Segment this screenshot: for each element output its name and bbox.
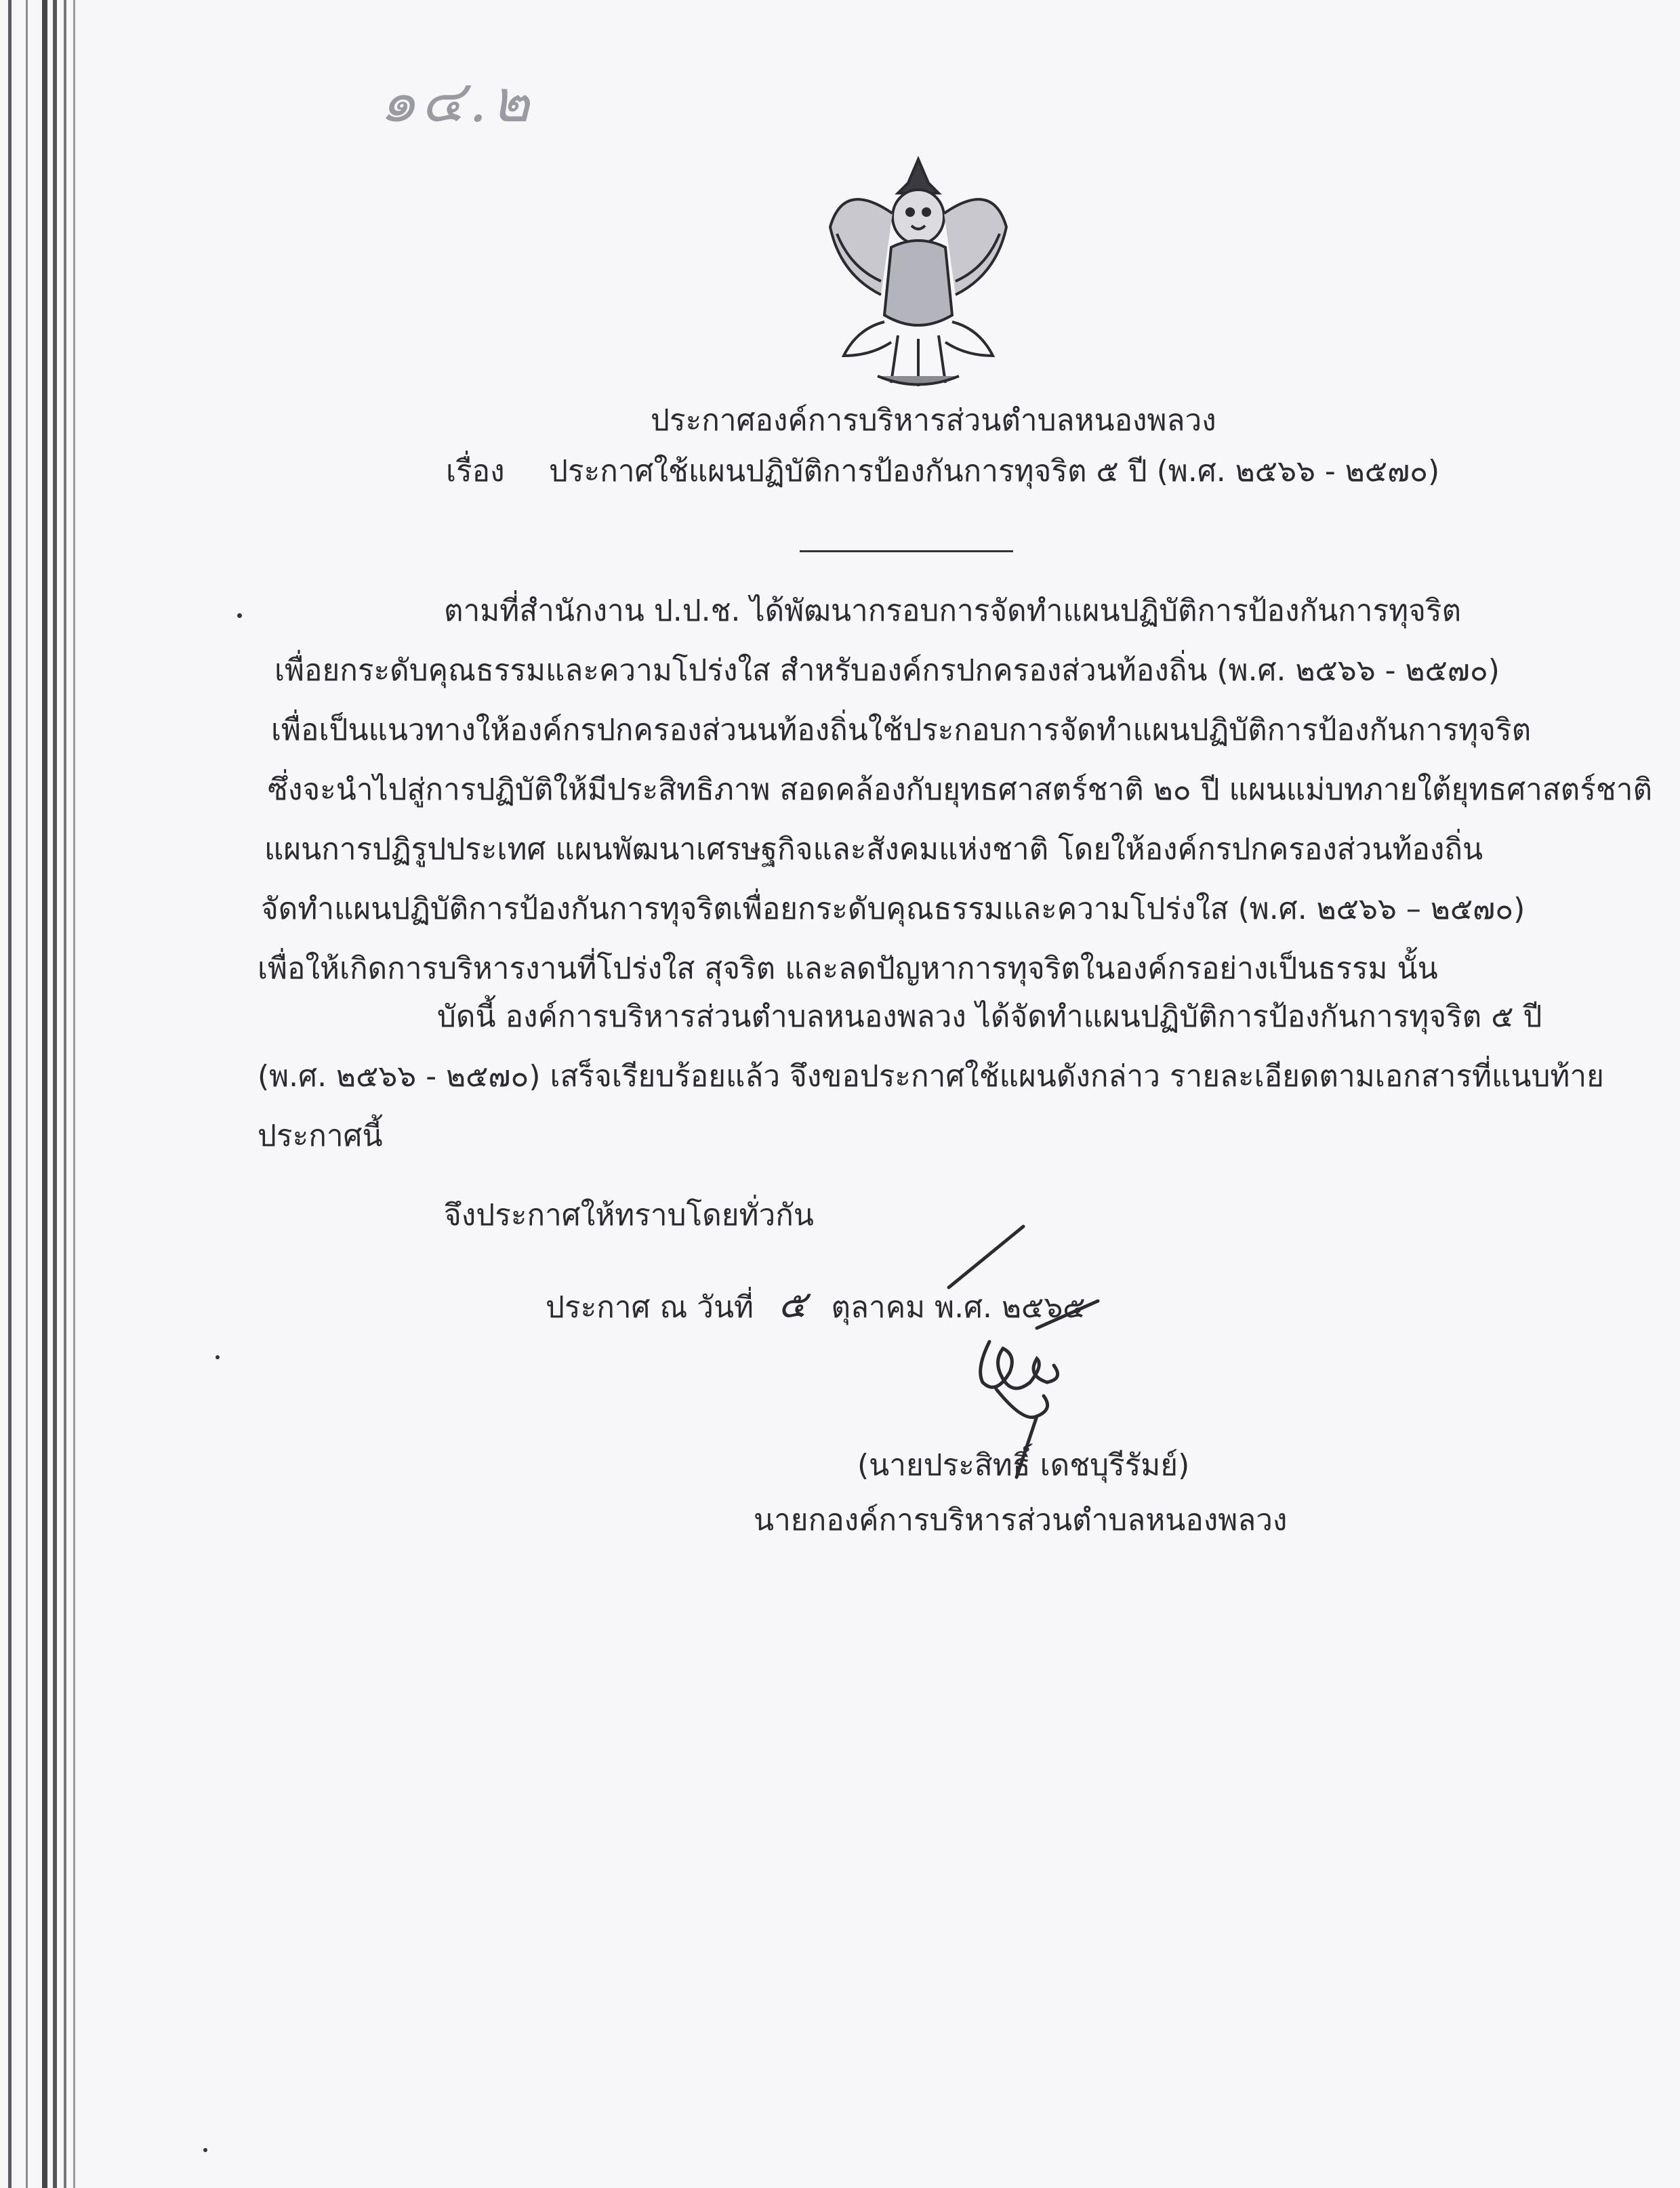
subject-label: เรื่อง	[446, 454, 505, 489]
date-prefix: ประกาศ ณ วันที่	[546, 1290, 754, 1325]
paragraph-line: ประกาศนี้	[258, 1119, 383, 1153]
paragraph-line: เพื่อให้เกิดการบริหารงานที่โปร่งใส สุจริต และลดปัญหาการทุจริตในองค์กรอย่างเป็นธรรม นั้น	[258, 951, 1438, 986]
signer-name: (นายประสิทธิ์ เดชบุรีรัมย์)	[857, 1448, 1190, 1483]
body-paragraph-2	[258, 987, 1604, 1166]
date-month-year: ตุลาคม พ.ศ. ๒๕๖๕	[831, 1290, 1086, 1325]
scan-speck	[237, 613, 242, 618]
paragraph-line: เพื่อเป็นแนวทางให้องค์กรปกครองส่วนนท้องถิ่นใช้ประกอบการจัดทำแผนปฏิบัติการป้องกันการทุจริต	[271, 713, 1532, 747]
title-divider	[800, 550, 1013, 552]
paragraph-line: ตามที่สำนักงาน ป.ป.ช. ได้พัฒนากรอบการจัดทำแผนปฏิบัติการป้องกันการทุจริต	[444, 594, 1462, 628]
signer-position: นายกองค์การบริหารส่วนตำบลหนองพลวง	[754, 1503, 1288, 1537]
garuda-emblem	[817, 152, 1020, 393]
binding-edge	[0, 0, 81, 2188]
scan-speck	[203, 2148, 207, 2152]
body-paragraph-1	[258, 581, 1653, 999]
closing-statement: จึงประกาศให้ทราบโดยทั่วกัน	[444, 1198, 814, 1233]
date-day: ๕	[778, 1283, 807, 1327]
paragraph-line: (พ.ศ. ๒๕๖๖ - ๒๕๗๐) เสร็จเรียบร้อยแล้ว จึงขอประกาศใช้แผนดังกล่าว รายละเอียดตามเอกสารที่แนบท้าย	[258, 1059, 1604, 1094]
handwritten-page-mark: ๑๔.๒	[380, 68, 534, 136]
paragraph-line: บัดนี้ องค์การบริหารส่วนตำบลหนองพลวง ได้จัดทำแผนปฏิบัติการป้องกันการทุจริต ๕ ปี	[437, 999, 1542, 1034]
paragraph-line: จัดทำแผนปฏิบัติการป้องกันการทุจริตเพื่อยกระดับคุณธรรมและความโปร่งใส (พ.ศ. ๒๕๖๖ – ๒๕๗๐)	[261, 892, 1525, 926]
paragraph-line: ซึ่งจะนำไปสู่การปฏิบัติให้มีประสิทธิภาพ สอดคล้องกับยุทธศาสตร์ชาติ ๒๐ ปี แผนแม่บทภายใต้ยุทธศาสตร์ชาติ	[268, 772, 1653, 807]
paragraph-line: แผนการปฏิรูปประเทศ แผนพัฒนาเศรษฐกิจและสังคมแห่งชาติ โดยให้องค์กรปกครองส่วนท้องถิ่น	[264, 832, 1483, 867]
paragraph-line: เพื่อยกระดับคุณธรรมและความโปร่งใส สำหรับองค์กรปกครองส่วนท้องถิ่น (พ.ศ. ๒๕๖๖ - ๒๕๗๐)	[274, 653, 1500, 688]
announcement-title: ประกาศองค์การบริหารส่วนตำบลหนองพลวง	[651, 403, 1216, 438]
scan-speck	[216, 1355, 220, 1359]
subject-text: ประกาศใช้แผนปฏิบัติการป้องกันการทุจริต ๕ ปี (พ.ศ. ๒๕๖๖ - ๒๕๗๐)	[549, 454, 1440, 489]
